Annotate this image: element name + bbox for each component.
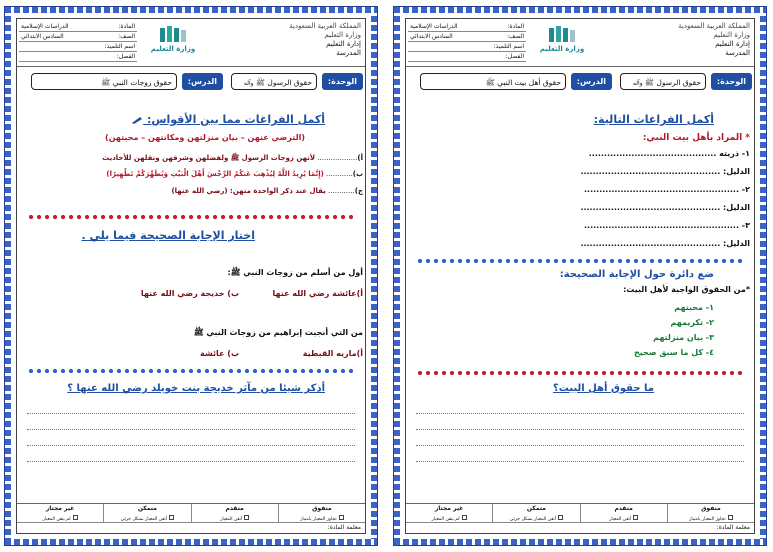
section-divider [416, 259, 744, 263]
q1-intro: * المراد بأهل بيت النبي: [642, 133, 750, 143]
checkbox[interactable] [728, 515, 733, 520]
q3-title: أذكر شيئا من مآثر خديجة بنت خويلد رضي الله عنها ؟ [67, 383, 325, 394]
logo-text: وزارة التعليم [150, 45, 196, 53]
logo-text: وزارة التعليم [539, 45, 585, 53]
ministry-text: وزارة التعليم [324, 31, 361, 39]
q1-title: أكمل الفراغات مما بين الأقواس: [146, 113, 325, 126]
q1-item: الدليل: .............................................. [580, 203, 750, 212]
answer-line[interactable] [27, 461, 355, 462]
ministry-logo-icon [545, 25, 579, 45]
section-divider [27, 215, 355, 219]
q1-item-a: أ).................. لأنهن زوجات الرسول ﷺ ولفضلهن وشرفهن ونقلهن للأحاديث [102, 154, 363, 162]
student-name-value [408, 42, 412, 51]
answer-line[interactable] [27, 445, 355, 446]
kingdom-text: المملكة العربية السعودية [678, 22, 750, 30]
school-text: المدرسة [725, 49, 750, 57]
grade-label: الصف: [118, 33, 135, 40]
q1-item: الدليل: .............................................. [580, 239, 750, 248]
footer-col-advanced: متقدم أتقن المعيار [580, 504, 667, 522]
q2-option[interactable]: ٤- كل ما سبق صحيح [634, 348, 714, 357]
checkbox[interactable] [633, 515, 638, 520]
lesson-label: الدرس: [182, 73, 223, 90]
q2a-question: أول من أسلم من زوجات النبي ﷺ: [227, 268, 363, 277]
unit-label: الوحدة: [711, 73, 752, 90]
class-label: الفصل: [505, 53, 524, 60]
teacher-signature: معلمة المادة: [716, 524, 750, 531]
lesson-label: الدرس: [571, 73, 612, 90]
evaluation-footer [17, 503, 365, 533]
grade-value: السادس الابتدائي [410, 33, 453, 40]
sheet-header [406, 19, 754, 67]
section-divider [416, 371, 744, 375]
footer-col-not-passed: غير مجتاز لم يتقن المعيار [17, 504, 103, 522]
unit-value: حقوق الرسول ﷺ وآله [620, 73, 706, 90]
admin-text: إدارة التعليم [715, 40, 750, 48]
answer-line[interactable] [416, 461, 744, 462]
evaluation-footer [406, 503, 754, 533]
worksheet-ahl-albayt [393, 6, 767, 546]
pencil-icon [131, 116, 143, 124]
answer-line[interactable] [416, 429, 744, 430]
answer-line[interactable] [416, 445, 744, 446]
q2a-option-b[interactable]: ب) خديجة رضي الله عنها [140, 289, 239, 298]
footer-col-excellent: متفوق تجاوز المعيار بامتياز [278, 504, 365, 522]
subject-value: الدراسات الإسلامية [21, 23, 69, 30]
subject-label: المادة: [507, 23, 524, 30]
student-info-table [408, 22, 526, 62]
ministry-text: وزارة التعليم [713, 31, 750, 39]
section-divider [27, 369, 355, 373]
sheet-inner [405, 18, 755, 534]
ministry-block [241, 22, 361, 58]
checkbox[interactable] [244, 515, 249, 520]
class-value [19, 52, 23, 61]
student-name-value [19, 42, 23, 51]
q2-title: ضع دائرة حول الإجابة الصحيحة: [559, 269, 714, 280]
footer-col-excellent: متفوق تجاوز المعيار بامتياز [667, 504, 754, 522]
sheet-header [17, 19, 365, 67]
q1-item: ٢- ................................................... [584, 185, 750, 194]
q2-option[interactable]: ٣- بيان منزلتهم [653, 333, 714, 342]
answer-line[interactable] [416, 413, 744, 414]
checkbox[interactable] [462, 515, 467, 520]
footer-col-advanced: متقدم أتقن المعيار [191, 504, 278, 522]
checkbox[interactable] [339, 515, 344, 520]
grade-value: السادس الابتدائي [21, 33, 64, 40]
admin-text: إدارة التعليم [326, 40, 361, 48]
q1-title-wrap [131, 113, 325, 126]
q1-word-bank: (الترضي عنهن – بيان منزلتهن ومكانتهن – محبتهن) [105, 133, 305, 142]
q2-option[interactable]: ٢- تكريمهم [670, 318, 714, 327]
kingdom-text: المملكة العربية السعودية [289, 22, 361, 30]
sheet-inner [16, 18, 366, 534]
q1-item: الدليل: .............................................. [580, 167, 750, 176]
teacher-signature: معلمة المادة: [327, 524, 361, 531]
footer-col-not-passed: غير مجتاز لم يتقن المعيار [406, 504, 492, 522]
unit-lesson-row [408, 71, 752, 93]
answer-line[interactable] [27, 429, 355, 430]
q1-item: ١- ذريته .......................................... [588, 149, 750, 158]
ministry-block [630, 22, 750, 58]
grade-label: الصف: [507, 33, 524, 40]
q2-question: *من الحقوق الواجبة لأهل البيت: [623, 285, 750, 294]
q2-option[interactable]: ١- محبتهم [674, 303, 714, 312]
q1-title: أكمل الفراغات التالية: [593, 113, 714, 126]
q2b-option-b[interactable]: ب) عائشة [200, 349, 239, 358]
school-text: المدرسة [336, 49, 361, 57]
answer-line[interactable] [27, 413, 355, 414]
q3-title: ما حقوق أهل البيت؟ [552, 383, 654, 394]
student-name-label: اسم التلميذ: [104, 43, 135, 50]
class-label: الفصل: [116, 53, 135, 60]
q2a-option-a[interactable]: أ)عائشة رضي الله عنها [272, 289, 363, 298]
lesson-value: حقوق أهل بيت النبي ﷺ [420, 73, 566, 90]
unit-lesson-row [19, 71, 363, 93]
q1-item: ٣- ................................................... [584, 221, 750, 230]
ministry-logo [141, 25, 205, 59]
q1-item-c: ج)............ يقال عند ذكر الواحدة منهن: (رضي الله عنها) [171, 187, 363, 195]
checkbox[interactable] [73, 515, 78, 520]
subject-value: الدراسات الإسلامية [410, 23, 458, 30]
unit-label: الوحدة: [322, 73, 363, 90]
q2-title: اختار الإجابة الصحيحة فيما يلي . [81, 229, 255, 242]
ministry-logo [530, 25, 594, 59]
ministry-logo-icon [156, 25, 190, 45]
student-name-label: اسم التلميذ: [493, 43, 524, 50]
class-value [408, 52, 412, 61]
student-info-table [19, 22, 137, 62]
q2b-option-a[interactable]: أ)ماريه القبطية [302, 349, 363, 358]
lesson-value: حقوق زوجات النبي ﷺ [31, 73, 177, 90]
checkbox[interactable] [558, 515, 563, 520]
q1-item-b: ب)............ (إِنَّمَا يُرِيدُ اللَّهُ لِيُذْهِبَ عَنكُمُ الرِّجْسَ أَهْلَ الْبَيْتِ وَيُطَهِّرَكُمْ تَطْهِيرًا) [106, 170, 363, 178]
footer-col-proficient: متمكن أتقن المعيار بشكل جزئي [492, 504, 579, 522]
q2b-question: من التي أنجبت إبراهيم من زوجات النبي ﷺ [193, 328, 363, 337]
worksheet-zawjat [4, 6, 378, 546]
unit-value: حقوق الرسول ﷺ وآله [231, 73, 317, 90]
checkbox[interactable] [169, 515, 174, 520]
footer-col-proficient: متمكن أتقن المعيار بشكل جزئي [103, 504, 190, 522]
subject-label: المادة: [118, 23, 135, 30]
